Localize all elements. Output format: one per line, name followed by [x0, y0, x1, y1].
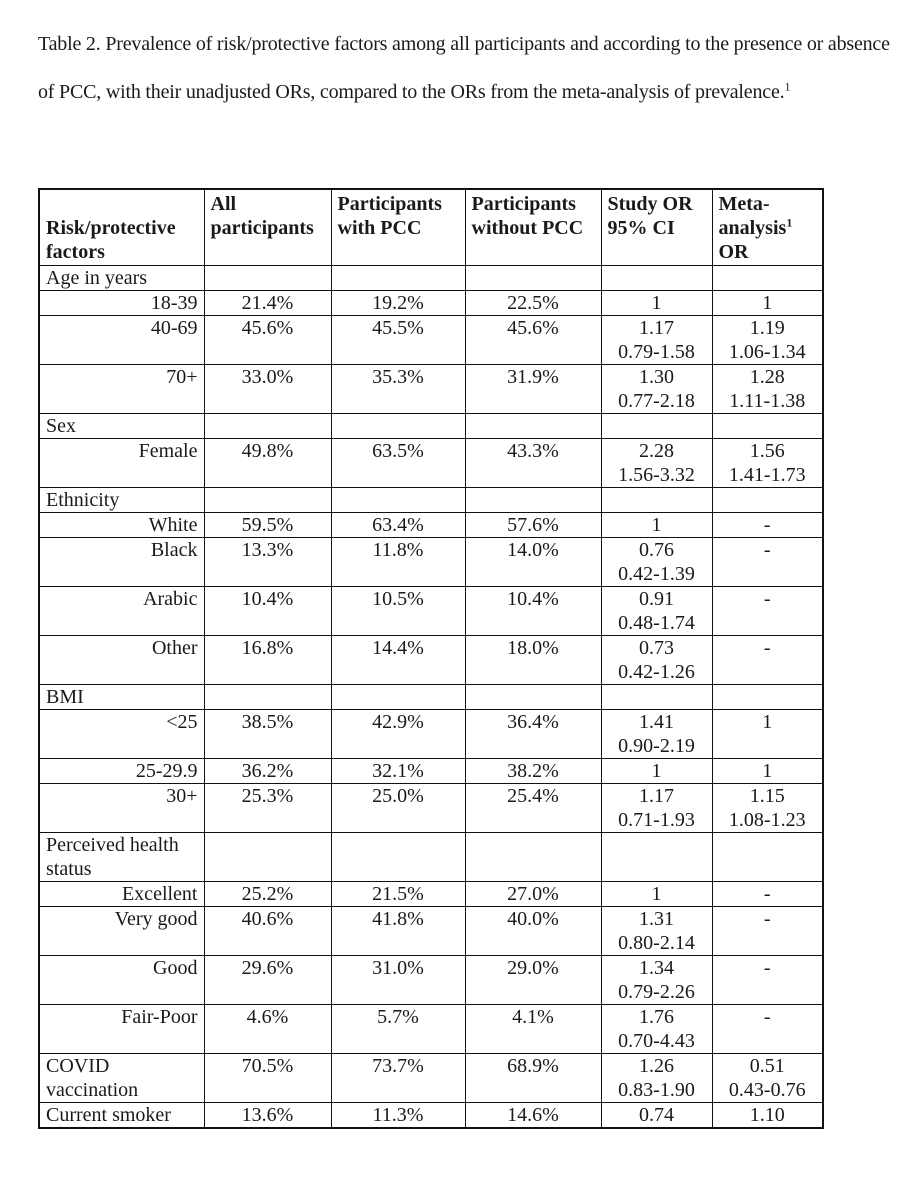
cell-all-participants: 21.4% [204, 291, 331, 316]
empty-cell [712, 685, 823, 710]
header-meta-analysis-or: Meta-analysis$^1$ OR [712, 189, 823, 266]
table-row [39, 784, 823, 833]
cell-with-pcc: 11.8% [331, 538, 465, 587]
cell-without-pcc: 18.0% [465, 636, 601, 685]
cell-with-pcc: 25.0% [331, 784, 465, 833]
cell-meta-or: 1.19 1.06-1.34 [712, 316, 823, 365]
cell-with-pcc: 21.5% [331, 882, 465, 907]
row-label: White [39, 513, 204, 538]
empty-cell [712, 833, 823, 882]
cell-study-or: 1.31 0.80-2.14 [601, 907, 712, 956]
cell-without-pcc: 27.0% [465, 882, 601, 907]
cell-study-or: 0.91 0.48-1.74 [601, 587, 712, 636]
cell-study-or: 1 [601, 513, 712, 538]
empty-cell [465, 488, 601, 513]
cell-without-pcc: 45.6% [465, 316, 601, 365]
cell-without-pcc: 31.9% [465, 365, 601, 414]
cell-without-pcc: 4.1% [465, 1005, 601, 1054]
header-study-or: Study OR 95% CI [601, 189, 712, 266]
cell-with-pcc: 31.0% [331, 956, 465, 1005]
table-row [39, 365, 823, 414]
cell-meta-or: 1.56 1.41-1.73 [712, 439, 823, 488]
table-row [39, 1005, 823, 1054]
cell-meta-or: 1.28 1.11-1.38 [712, 365, 823, 414]
empty-cell [712, 488, 823, 513]
row-label: Very good [39, 907, 204, 956]
table-body [39, 266, 823, 1129]
cell-without-pcc: 29.0% [465, 956, 601, 1005]
section-title: Age in years [39, 266, 204, 291]
table-row [39, 316, 823, 365]
cell-all-participants: 16.8% [204, 636, 331, 685]
cell-all-participants: 13.3% [204, 538, 331, 587]
cell-with-pcc: 41.8% [331, 907, 465, 956]
cell-study-or: 1 [601, 291, 712, 316]
cell-without-pcc: 68.9% [465, 1054, 601, 1103]
cell-without-pcc: 40.0% [465, 907, 601, 956]
cell-all-participants: 25.2% [204, 882, 331, 907]
cell-study-or: 1.17 0.79-1.58 [601, 316, 712, 365]
cell-with-pcc: 32.1% [331, 759, 465, 784]
cell-without-pcc: 57.6% [465, 513, 601, 538]
cell-study-or: 0.74 [601, 1103, 712, 1129]
cell-meta-or: - [712, 636, 823, 685]
cell-meta-or: 1 [712, 291, 823, 316]
empty-cell [204, 685, 331, 710]
row-label: Black [39, 538, 204, 587]
empty-cell [204, 488, 331, 513]
cell-meta-or: 1 [712, 710, 823, 759]
table-row [39, 587, 823, 636]
section-title: BMI [39, 685, 204, 710]
empty-cell [601, 266, 712, 291]
empty-cell [204, 414, 331, 439]
cell-with-pcc: 10.5% [331, 587, 465, 636]
table-row [39, 1103, 823, 1129]
header-factors: Risk/protective factors [39, 189, 204, 266]
cell-meta-or: - [712, 538, 823, 587]
table-row [39, 882, 823, 907]
empty-cell [601, 414, 712, 439]
cell-all-participants: 4.6% [204, 1005, 331, 1054]
cell-meta-or: - [712, 1005, 823, 1054]
empty-cell [712, 414, 823, 439]
row-label: 70+ [39, 365, 204, 414]
cell-with-pcc: 5.7% [331, 1005, 465, 1054]
cell-without-pcc: 25.4% [465, 784, 601, 833]
cell-all-participants: 33.0% [204, 365, 331, 414]
cell-without-pcc: 10.4% [465, 587, 601, 636]
cell-with-pcc: 63.5% [331, 439, 465, 488]
row-label: Female [39, 439, 204, 488]
cell-without-pcc: 14.0% [465, 538, 601, 587]
empty-cell [601, 833, 712, 882]
header-with-pcc: Participants with PCC [331, 189, 465, 266]
cell-all-participants: 36.2% [204, 759, 331, 784]
table-row [39, 439, 823, 488]
table-row [39, 291, 823, 316]
cell-with-pcc: 14.4% [331, 636, 465, 685]
table-row [39, 636, 823, 685]
empty-cell [331, 488, 465, 513]
cell-without-pcc: 43.3% [465, 439, 601, 488]
table-row [39, 710, 823, 759]
cell-all-participants: 29.6% [204, 956, 331, 1005]
cell-all-participants: 38.5% [204, 710, 331, 759]
empty-cell [601, 488, 712, 513]
empty-cell [331, 685, 465, 710]
row-label: Fair-Poor [39, 1005, 204, 1054]
header-without-pcc: Participants without PCC [465, 189, 601, 266]
section-title: Perceived health status [39, 833, 204, 882]
cell-study-or: 1.30 0.77-2.18 [601, 365, 712, 414]
row-label: 40-69 [39, 316, 204, 365]
cell-meta-or: - [712, 907, 823, 956]
cell-study-or: 2.28 1.56-3.32 [601, 439, 712, 488]
cell-meta-or: - [712, 956, 823, 1005]
cell-study-or: 0.73 0.42-1.26 [601, 636, 712, 685]
table-row [39, 759, 823, 784]
caption-footnote-mark: 1 [784, 79, 791, 94]
empty-cell [465, 266, 601, 291]
cell-study-or: 1.76 0.70-4.43 [601, 1005, 712, 1054]
cell-study-or: 1 [601, 882, 712, 907]
cell-study-or: 1.41 0.90-2.19 [601, 710, 712, 759]
section-header-row [39, 685, 823, 710]
section-title: Sex [39, 414, 204, 439]
cell-with-pcc: 73.7% [331, 1054, 465, 1103]
row-label: 18-39 [39, 291, 204, 316]
row-label: 30+ [39, 784, 204, 833]
empty-cell [331, 414, 465, 439]
empty-cell [465, 414, 601, 439]
row-label: Excellent [39, 882, 204, 907]
cell-study-or: 1.17 0.71-1.93 [601, 784, 712, 833]
cell-all-participants: 70.5% [204, 1054, 331, 1103]
cell-meta-or: - [712, 882, 823, 907]
cell-all-participants: 49.8% [204, 439, 331, 488]
cell-meta-or: - [712, 587, 823, 636]
cell-with-pcc: 19.2% [331, 291, 465, 316]
cell-without-pcc: 38.2% [465, 759, 601, 784]
cell-all-participants: 25.3% [204, 784, 331, 833]
row-label: Good [39, 956, 204, 1005]
cell-meta-or: - [712, 513, 823, 538]
table-row [39, 956, 823, 1005]
header-all-participants: All participants [204, 189, 331, 266]
section-header-row [39, 414, 823, 439]
empty-cell [204, 266, 331, 291]
cell-meta-or: 1.10 [712, 1103, 823, 1129]
cell-study-or: 1.34 0.79-2.26 [601, 956, 712, 1005]
row-label: Other [39, 636, 204, 685]
cell-without-pcc: 22.5% [465, 291, 601, 316]
cell-meta-or: 0.51 0.43-0.76 [712, 1054, 823, 1103]
row-label: COVID vaccination [39, 1054, 204, 1103]
empty-cell [331, 266, 465, 291]
cell-with-pcc: 63.4% [331, 513, 465, 538]
cell-with-pcc: 11.3% [331, 1103, 465, 1129]
cell-without-pcc: 36.4% [465, 710, 601, 759]
section-header-row [39, 266, 823, 291]
empty-cell [331, 833, 465, 882]
section-title: Ethnicity [39, 488, 204, 513]
empty-cell [601, 685, 712, 710]
row-label: Current smoker [39, 1103, 204, 1129]
table-row [39, 538, 823, 587]
cell-meta-or: 1 [712, 759, 823, 784]
table-row [39, 907, 823, 956]
row-label: 25-29.9 [39, 759, 204, 784]
cell-with-pcc: 35.3% [331, 365, 465, 414]
cell-meta-or: 1.15 1.08-1.23 [712, 784, 823, 833]
cell-with-pcc: 42.9% [331, 710, 465, 759]
cell-all-participants: 45.6% [204, 316, 331, 365]
section-header-row [39, 833, 823, 882]
empty-cell [465, 685, 601, 710]
row-label: <25 [39, 710, 204, 759]
header-row [39, 189, 823, 266]
table-caption: Table 2. Prevalence of risk/protective factors among all participants and according to the presence or absence of PCC, with their unadjusted ORs, compared to the ORs from the meta-analysis of prevalence.$^1$ [38, 33, 890, 103]
table-row [39, 513, 823, 538]
cell-study-or: 0.76 0.42-1.39 [601, 538, 712, 587]
row-label: Arabic [39, 587, 204, 636]
cell-without-pcc: 14.6% [465, 1103, 601, 1129]
cell-all-participants: 40.6% [204, 907, 331, 956]
cell-all-participants: 13.6% [204, 1103, 331, 1129]
cell-study-or: 1.26 0.83-1.90 [601, 1054, 712, 1103]
cell-all-participants: 10.4% [204, 587, 331, 636]
section-header-row [39, 488, 823, 513]
empty-cell [465, 833, 601, 882]
empty-cell [712, 266, 823, 291]
table-row [39, 1054, 823, 1103]
cell-with-pcc: 45.5% [331, 316, 465, 365]
risk-factors-table [38, 188, 824, 1129]
cell-study-or: 1 [601, 759, 712, 784]
empty-cell [204, 833, 331, 882]
cell-all-participants: 59.5% [204, 513, 331, 538]
